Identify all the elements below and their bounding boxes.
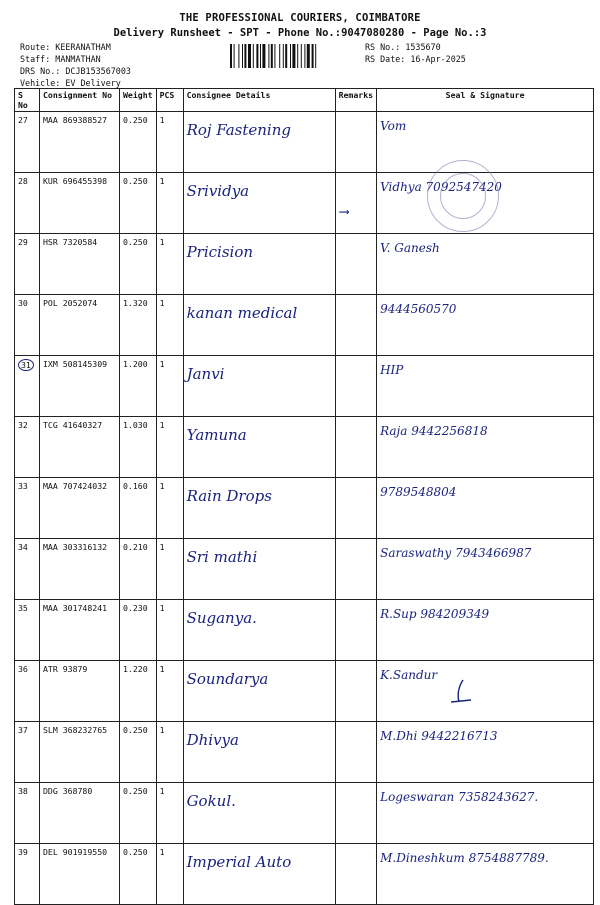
- pieces-cell: [156, 600, 183, 661]
- signature-cell: [377, 783, 594, 844]
- remarks-cell: [335, 356, 377, 417]
- serial-number-cell: [15, 478, 40, 539]
- serial-number-cell: [15, 295, 40, 356]
- pieces-cell-text: 1: [159, 603, 165, 613]
- consignment-number-cell: [40, 295, 120, 356]
- serial-number-cell-text: 27: [18, 115, 28, 125]
- staff-text: Staff: MANMATHAN: [20, 54, 101, 64]
- consignment-number-cell-text: IXM 508145309: [43, 359, 108, 369]
- remarks-cell: [335, 478, 377, 539]
- consignee-cell-text: Suganya.: [186, 609, 257, 627]
- weight-cell-text: 0.250: [123, 237, 148, 247]
- consignee-cell: [183, 783, 335, 844]
- consignee-cell-text: Janvi: [186, 365, 225, 383]
- consignee-cell-text: Rain Drops: [186, 487, 272, 505]
- consignment-number-cell: [40, 722, 120, 783]
- table-row: [15, 295, 594, 356]
- weight-cell-text: 1.200: [123, 359, 148, 369]
- weight-cell: [120, 783, 157, 844]
- remarks-cell: [335, 417, 377, 478]
- pieces-cell-text: 1: [159, 542, 165, 552]
- signature-cell-text: 9444560570: [380, 302, 457, 316]
- serial-number-cell: [15, 539, 40, 600]
- pieces-cell: [156, 417, 183, 478]
- serial-number-cell-text: 29: [18, 237, 28, 247]
- consignment-number-cell-text: KUR 696455398: [43, 176, 108, 186]
- weight-cell: [120, 722, 157, 783]
- consignment-number-cell: [40, 112, 120, 173]
- serial-number-cell: [15, 173, 40, 234]
- col-remarks-header: Remarks: [335, 89, 377, 112]
- signature-cell: [377, 234, 594, 295]
- pieces-cell: [156, 173, 183, 234]
- signature-cell-text: Logeswaran 7358243627.: [380, 790, 539, 804]
- consignment-number-cell: [40, 783, 120, 844]
- weight-cell: [120, 356, 157, 417]
- consignment-number-cell-text: HSR 7320584: [43, 237, 98, 247]
- serial-number-cell: [15, 783, 40, 844]
- pieces-cell: [156, 295, 183, 356]
- consignment-number-cell: [40, 844, 120, 905]
- pieces-cell: [156, 661, 183, 722]
- signature-cell: [377, 722, 594, 783]
- pieces-cell: [156, 234, 183, 295]
- signature-cell: [377, 295, 594, 356]
- arrow-mark: ⟶: [340, 204, 349, 220]
- weight-cell: [120, 661, 157, 722]
- col-consignment-header: Consignment No: [40, 89, 120, 112]
- table-row: [15, 783, 594, 844]
- col-consignee-header: Consignee Details: [183, 89, 335, 112]
- serial-number-cell: [15, 722, 40, 783]
- signature-cell-text: M.Dhi 9442216713: [380, 729, 498, 743]
- remarks-cell: [335, 173, 377, 234]
- serial-number-cell-text: 31: [18, 359, 34, 371]
- consignment-number-cell-text: MAA 869388527: [43, 115, 108, 125]
- pieces-cell-text: 1: [159, 664, 165, 674]
- serial-number-cell-text: 39: [18, 847, 28, 857]
- table-row: [15, 661, 594, 722]
- consignee-cell: [183, 478, 335, 539]
- col-weight-header: Weight: [120, 89, 157, 112]
- rs-number-text: RS No.: 1535670: [365, 42, 441, 52]
- serial-number-cell-text: 35: [18, 603, 28, 613]
- consignee-cell: [183, 356, 335, 417]
- consignment-number-cell-text: SLM 368232765: [43, 725, 108, 735]
- remarks-cell: [335, 295, 377, 356]
- serial-number-cell: [15, 600, 40, 661]
- col-pcs-header: PCS: [156, 89, 183, 112]
- consignment-number-cell: [40, 539, 120, 600]
- weight-cell-text: 0.250: [123, 176, 148, 186]
- weight-cell-text: 0.250: [123, 725, 148, 735]
- col-signature-header: Seal & Signature: [377, 89, 594, 112]
- weight-cell: [120, 600, 157, 661]
- weight-cell: [120, 112, 157, 173]
- serial-number-cell-text: 38: [18, 786, 28, 796]
- consignee-cell-text: Yamuna: [186, 426, 247, 444]
- consignment-number-cell: [40, 173, 120, 234]
- pieces-cell-text: 1: [159, 237, 165, 247]
- consignee-cell-text: Srividya: [186, 182, 250, 200]
- pieces-cell-text: 1: [159, 481, 165, 491]
- serial-number-cell-text: 36: [18, 664, 28, 674]
- serial-number-cell: [15, 112, 40, 173]
- signature-cell-text: V. Ganesh: [380, 241, 440, 255]
- signature-cell-text: 9789548804: [380, 485, 457, 499]
- weight-cell-text: 1.220: [123, 664, 148, 674]
- serial-number-cell-text: 32: [18, 420, 28, 430]
- signature-cell-text: Vom: [380, 119, 407, 133]
- signature-cell-text: Raja 9442256818: [380, 424, 488, 438]
- pieces-cell: [156, 112, 183, 173]
- weight-cell: [120, 234, 157, 295]
- barcode: [230, 44, 360, 68]
- consignee-cell: [183, 295, 335, 356]
- runsheet-table: [14, 88, 594, 905]
- remarks-cell: [335, 722, 377, 783]
- consignment-number-cell: [40, 661, 120, 722]
- consignee-cell-text: Dhivya: [186, 731, 239, 749]
- weight-cell-text: 0.230: [123, 603, 148, 613]
- consignment-number-cell: [40, 478, 120, 539]
- signature-cell: [377, 844, 594, 905]
- table-row: [15, 600, 594, 661]
- weight-cell-text: 0.250: [123, 786, 148, 796]
- table-row: [15, 478, 594, 539]
- consignment-number-cell: [40, 234, 120, 295]
- signature-cell: [377, 112, 594, 173]
- serial-number-cell-text: 37: [18, 725, 28, 735]
- signature-cell: [377, 661, 594, 722]
- remarks-cell: [335, 600, 377, 661]
- consignee-cell-text: Soundarya: [186, 670, 269, 688]
- pieces-cell-text: 1: [159, 847, 165, 857]
- consignment-number-cell-text: TCG 41640327: [43, 420, 103, 430]
- consignee-cell: [183, 173, 335, 234]
- consignee-cell-text: kanan medical: [186, 304, 298, 322]
- table-row: [15, 417, 594, 478]
- meta-left: [20, 41, 131, 89]
- consignee-cell: [183, 417, 335, 478]
- pieces-cell-text: 1: [159, 298, 165, 308]
- pieces-cell: [156, 844, 183, 905]
- remarks-cell: [335, 783, 377, 844]
- signature-cell: [377, 539, 594, 600]
- serial-number-cell-text: 34: [18, 542, 28, 552]
- signature-cell-text: Vidhya 7092547420: [380, 180, 502, 194]
- remarks-cell: [335, 661, 377, 722]
- table-row: [15, 844, 594, 905]
- table-row: [15, 173, 594, 234]
- weight-cell-text: 1.320: [123, 298, 148, 308]
- consignment-number-cell-text: DEL 901919550: [43, 847, 108, 857]
- consignment-number-cell-text: ATR 93879: [43, 664, 88, 674]
- pieces-cell: [156, 356, 183, 417]
- signature-cell-text: R.Sup 984209349: [380, 607, 490, 621]
- consignee-cell-text: Sri mathi: [186, 548, 258, 566]
- remarks-cell: [335, 112, 377, 173]
- weight-cell: [120, 478, 157, 539]
- signature-cell-text: Saraswathy 7943466987: [380, 546, 532, 560]
- remarks-cell: [335, 844, 377, 905]
- pieces-cell: [156, 478, 183, 539]
- pieces-cell-text: 1: [159, 786, 165, 796]
- pieces-cell-text: 1: [159, 725, 165, 735]
- serial-number-cell-text: 30: [18, 298, 28, 308]
- table-row: [15, 234, 594, 295]
- consignee-cell: [183, 539, 335, 600]
- table-row: [15, 539, 594, 600]
- serial-number-cell-text: 28: [18, 176, 28, 186]
- remarks-cell: [335, 539, 377, 600]
- consignee-cell: [183, 600, 335, 661]
- weight-cell: [120, 295, 157, 356]
- signature-cell-text: M.Dineshkum 8754887789.: [380, 851, 549, 865]
- pieces-cell-text: 1: [159, 176, 165, 186]
- pieces-cell-text: 1: [159, 115, 165, 125]
- signature-cell-text: K.Sandur: [380, 668, 438, 682]
- serial-number-cell-text: 33: [18, 481, 28, 491]
- signature-cell: [377, 417, 594, 478]
- consignee-cell: [183, 844, 335, 905]
- consignee-cell: [183, 661, 335, 722]
- consignment-number-cell: [40, 417, 120, 478]
- weight-cell-text: 0.160: [123, 481, 148, 491]
- consignee-cell-text: Pricision: [186, 243, 254, 261]
- col-sno-header: S No: [15, 89, 40, 112]
- vehicle-text: Vehicle: EV Delivery: [20, 78, 121, 88]
- pieces-cell: [156, 783, 183, 844]
- serial-number-cell: [15, 844, 40, 905]
- weight-cell: [120, 539, 157, 600]
- consignee-cell-text: Gokul.: [186, 792, 236, 810]
- consignment-number-cell-text: POL 2052074: [43, 298, 98, 308]
- weight-cell: [120, 417, 157, 478]
- consignment-number-cell-text: MAA 707424032: [43, 481, 108, 491]
- pen-mark: [445, 676, 475, 706]
- weight-cell: [120, 173, 157, 234]
- consignee-cell: [183, 112, 335, 173]
- remarks-cell: [335, 234, 377, 295]
- signature-cell: [377, 478, 594, 539]
- signature-cell-text: HIP: [380, 363, 404, 377]
- pieces-cell-text: 1: [159, 359, 165, 369]
- consignment-number-cell: [40, 600, 120, 661]
- consignment-number-cell: [40, 356, 120, 417]
- weight-cell-text: 0.250: [123, 115, 148, 125]
- table-header-row: [15, 89, 594, 112]
- pieces-cell: [156, 722, 183, 783]
- consignee-cell: [183, 234, 335, 295]
- weight-cell: [120, 844, 157, 905]
- serial-number-cell: [15, 661, 40, 722]
- weight-cell-text: 0.210: [123, 542, 148, 552]
- consignment-number-cell-text: MAA 301748241: [43, 603, 108, 613]
- consignee-cell: [183, 722, 335, 783]
- signature-cell: [377, 356, 594, 417]
- document-title: THE PROFESSIONAL COURIERS, COIMBATORE: [179, 12, 421, 24]
- consignment-number-cell-text: DDG 368780: [43, 786, 93, 796]
- serial-number-cell: [15, 234, 40, 295]
- seal-stamp: [427, 160, 499, 232]
- table-row: [15, 722, 594, 783]
- rs-date-text: RS Date: 16-Apr-2025: [365, 54, 466, 64]
- serial-number-cell: [15, 417, 40, 478]
- weight-cell-text: 0.250: [123, 847, 148, 857]
- drs-text: DRS No.: DCJB153567003: [20, 66, 131, 76]
- consignment-number-cell-text: MAA 303316132: [43, 542, 108, 552]
- weight-cell-text: 1.030: [123, 420, 148, 430]
- document-subtitle: Delivery Runsheet - SPT - Phone No.:9047080280 - Page No.:3: [113, 27, 487, 39]
- consignee-cell-text: Imperial Auto: [186, 853, 292, 871]
- route-text: Route: KEERANATHAM: [20, 42, 111, 52]
- meta-right: [365, 41, 466, 65]
- table-row: [15, 356, 594, 417]
- pieces-cell: [156, 539, 183, 600]
- consignee-cell-text: Roj Fastening: [186, 121, 291, 139]
- table-row: [15, 112, 594, 173]
- signature-cell: [377, 600, 594, 661]
- serial-number-cell: [15, 356, 40, 417]
- pieces-cell-text: 1: [159, 420, 165, 430]
